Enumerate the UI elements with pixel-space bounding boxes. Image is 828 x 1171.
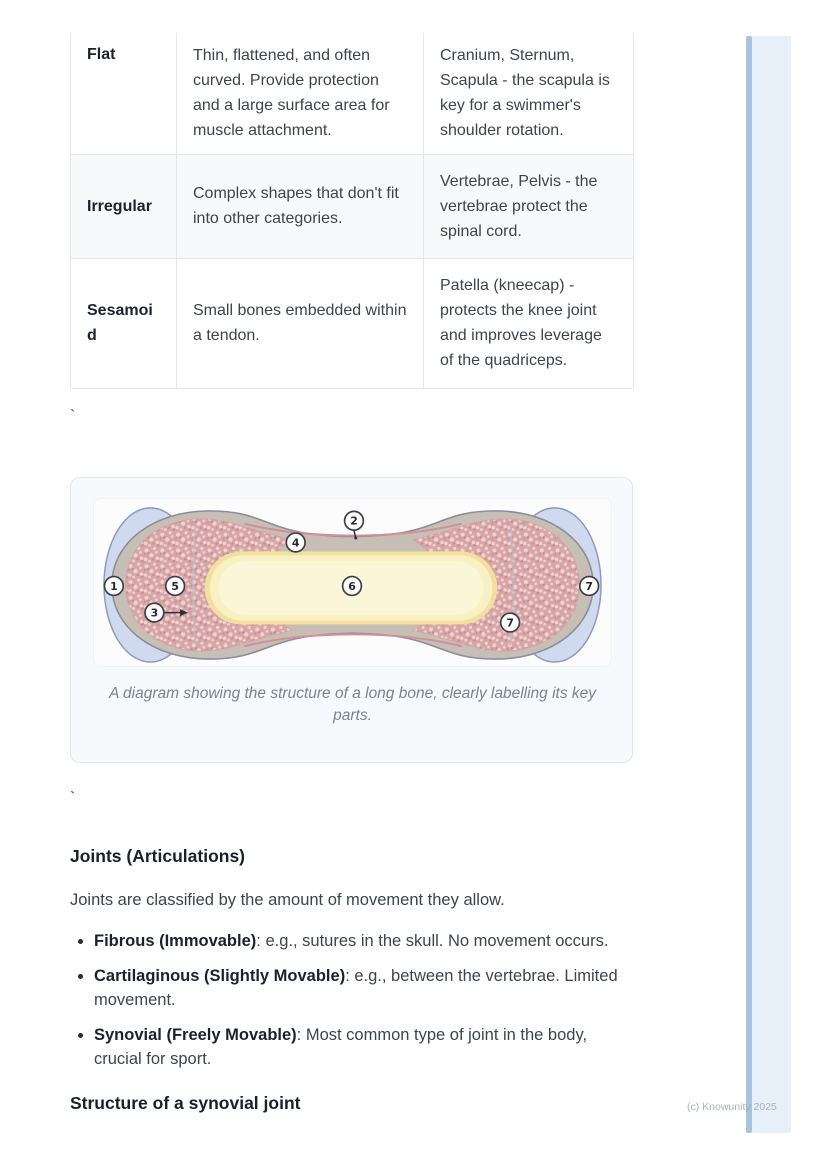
joints-intro-paragraph: Joints are classified by the amount of movement they allow. [70,891,505,909]
bone-type-label: Irregular [71,154,177,258]
table-row [71,33,634,154]
bone-type-description: Complex shapes that don't fit into other categories. [177,154,424,258]
marker-7: 7 [585,579,593,593]
table-row [71,258,634,388]
bone-type-label: Flat [71,33,177,154]
bone-types-table [70,33,634,389]
joint-type-detail: : e.g., between the vertebrae. Limited movement. [94,967,618,1009]
marker-5: 5 [171,579,179,593]
joint-type-term: Fibrous (Immovable) [94,932,257,950]
long-bone-diagram [93,498,612,667]
joint-type-term: Cartilaginous (Slightly Movable) [94,967,346,985]
joint-type-detail: : Most common type of joint in the body, crucial for sport. [94,1026,588,1068]
long-bone-figure-card [70,477,633,763]
table-row [71,154,634,258]
scrollbar-thumb[interactable] [746,36,752,1133]
bone-type-examples: Patella (kneecap) - protects the knee joint and improves leverage of the quadriceps. [424,258,634,388]
long-bone-illustration [94,499,611,666]
bone-type-label: Sesamoid [71,258,177,388]
list-item [94,929,633,953]
figure-caption: A diagram showing the structure of a long bone, clearly labelling its key parts. [108,685,597,724]
joint-type-term: Synovial (Freely Movable) [94,1026,297,1044]
marker-6: 6 [348,579,356,593]
joint-types-list [70,929,633,1082]
bone-type-description: Thin, flattened, and often curved. Provide protection and a large surface area for muscle attachment. [177,33,424,154]
bone-type-description: Small bones embedded within a tendon. [177,258,424,388]
list-item [94,964,633,1012]
marker-1: 1 [110,579,118,593]
list-item [94,1023,633,1071]
joint-type-detail: : e.g., sutures in the skull. No movement occurs. [256,932,609,950]
marker-2: 2 [350,514,358,528]
joints-heading: Joints (Articulations) [70,846,246,866]
stray-backtick: ` [70,408,76,425]
bone-type-examples: Vertebrae, Pelvis - the vertebrae protect the spinal cord. [424,154,634,258]
synovial-joint-heading: Structure of a synovial joint [70,1093,301,1113]
marker-7b: 7 [506,616,514,630]
bone-type-examples: Cranium, Sternum, Scapula - the scapula is key for a swimmer's shoulder rotation. [424,33,634,154]
scrollbar-track[interactable] [752,36,791,1133]
marker-3: 3 [150,606,159,620]
copyright-watermark: (c) Knowunity 2025 [687,1101,777,1113]
marker-4: 4 [291,536,300,550]
stray-backtick: ` [70,790,76,807]
